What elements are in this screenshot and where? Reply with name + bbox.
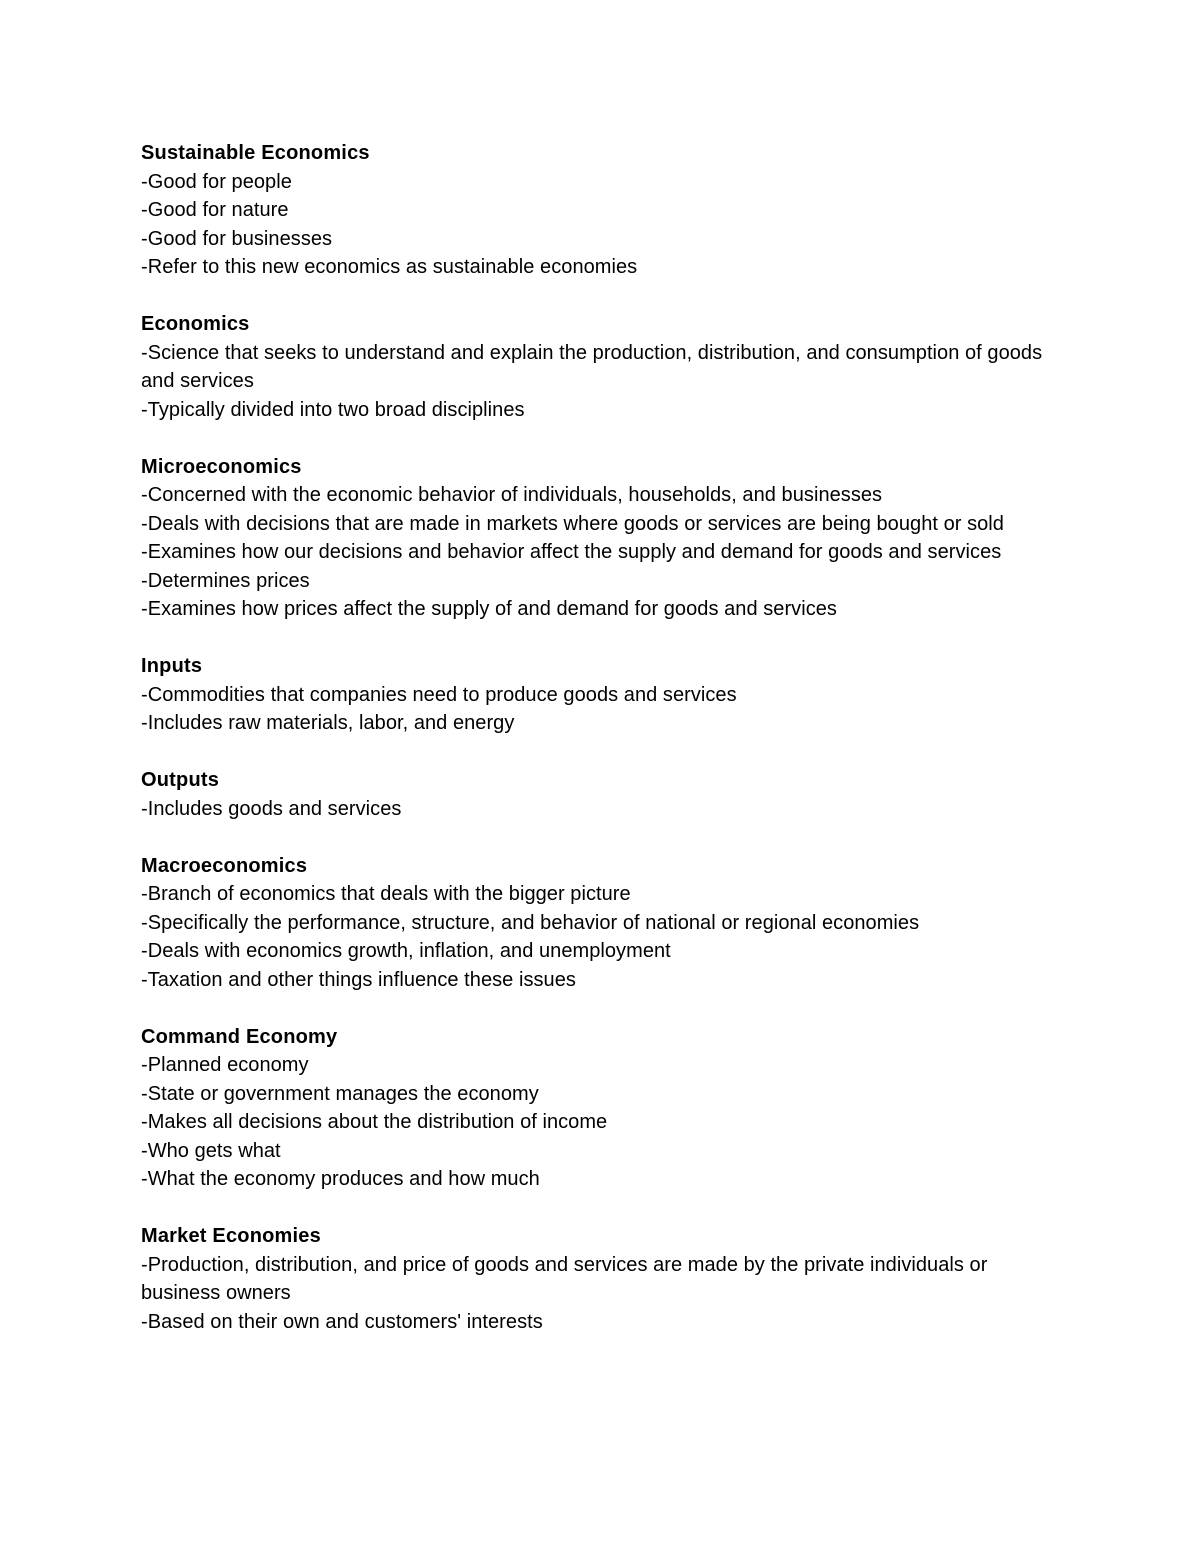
section-market-economies: [141, 1222, 1061, 1336]
section-heading: Command Economy: [141, 1025, 338, 1048]
section-macroeconomics: [141, 852, 1061, 995]
section-inputs: [141, 652, 1061, 738]
section-sustainable-economics: [141, 139, 1061, 282]
bullet-line: -Deals with decisions that are made in markets where goods or services are being bought or sold: [141, 512, 1004, 535]
bullet-line: -Includes raw materials, labor, and energy: [141, 712, 515, 734]
bullet-line: -Makes all decisions about the distribution of income: [141, 1111, 608, 1133]
bullet-line: -Commodities that companies need to produce goods and services: [141, 683, 737, 706]
bullet-line: -Good for businesses: [141, 227, 333, 250]
bullet-line: -Deals with economics growth, inflation, and unemployment: [141, 940, 671, 962]
section-heading: Economics: [141, 313, 250, 335]
bullet-line: -Taxation and other things influence these issues: [141, 968, 576, 991]
bullet-line: -Good for people: [141, 170, 292, 193]
bullet-line: -Examines how our decisions and behavior affect the supply and demand for goods and services: [141, 541, 1002, 563]
bullet-line: -Specifically the performance, structure, and behavior of national or regional economies: [141, 911, 920, 934]
section-heading: Microeconomics: [141, 455, 302, 478]
bullet-line: -Includes goods and services: [141, 797, 402, 820]
bullet-line: -Who gets what: [141, 1139, 281, 1162]
section-heading: Macroeconomics: [141, 854, 308, 877]
section-heading: Outputs: [141, 769, 220, 791]
bullet-line: -State or government manages the economy: [141, 1082, 539, 1105]
document-page: [141, 139, 1061, 1365]
section-microeconomics: [141, 453, 1061, 624]
section-command-economy: [141, 1023, 1061, 1194]
bullet-line: -Good for nature: [141, 199, 289, 221]
section-heading: Sustainable Economics: [141, 142, 370, 164]
section-heading: Market Economies: [141, 1225, 321, 1247]
bullet-line: -Examines how prices affect the supply of and demand for goods and services: [141, 598, 837, 620]
bullet-line: -Concerned with the economic behavior of individuals, households, and businesses: [141, 484, 883, 506]
bullet-line: -What the economy produces and how much: [141, 1168, 540, 1190]
bullet-line: -Branch of economics that deals with the bigger picture: [141, 883, 631, 905]
section-outputs: [141, 766, 1061, 823]
bullet-line: -Planned economy: [141, 1054, 309, 1076]
bullet-line: -Determines prices: [141, 569, 310, 592]
bullet-line: -Science that seeks to understand and explain the production, distribution, and consumption of goods and services: [141, 341, 1043, 392]
section-economics: [141, 310, 1061, 424]
section-heading: Inputs: [141, 655, 203, 677]
bullet-line: -Production, distribution, and price of goods and services are made by the private individuals or business owners: [141, 1253, 988, 1304]
bullet-line: -Based on their own and customers' interests: [141, 1310, 543, 1333]
bullet-line: -Refer to this new economics as sustainable economies: [141, 256, 638, 278]
bullet-line: -Typically divided into two broad disciplines: [141, 398, 525, 421]
